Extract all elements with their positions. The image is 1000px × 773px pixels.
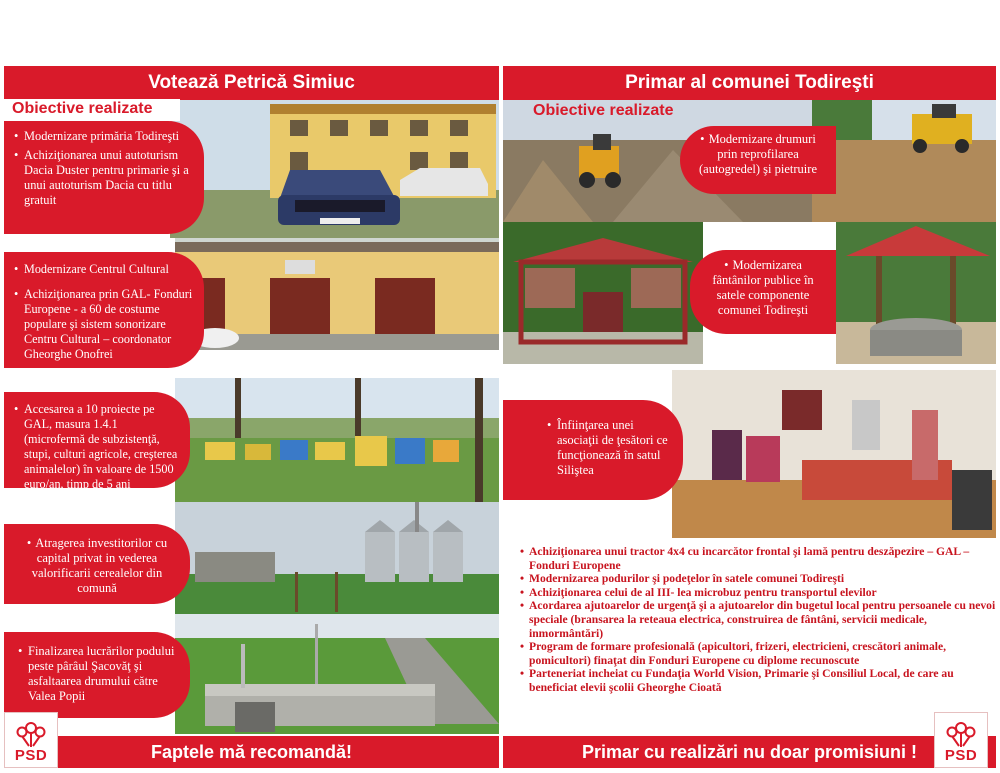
list-item: • Achiziţionarea celui de al III- lea microbuz pentru transportul elevilor: [520, 586, 998, 600]
left-title: Votează Petrică Simiuc: [148, 72, 355, 93]
list-item: • Program de formare profesională (apicultori, frizeri, electricieni, crescători animale, pomicultori) finaţat din Fonduri Europene cu diplome recunoscute: [520, 640, 998, 667]
left-slogan: Faptele mă recomandă!: [150, 741, 353, 762]
rose-logo-icon: [944, 720, 978, 748]
left-box-item: • Achiziţionarea prin GAL- Fonduri Europene - a 60 de costume populare şi sistem sonorizare Centru Cultural – coordonator Gheorghe Onofrei: [14, 287, 194, 362]
left-box-item: • Accesarea a 10 proiecte pe GAL, masura 1.4.1 (microfermă de subzistenţă, stupi, culturi agricole, creşterea animalelor) în valoare de 1500 euro/an, timp de 5 ani: [14, 402, 180, 492]
right-title: Primar al comunei Todireşti: [625, 72, 874, 93]
left-box-item: • Modernizare primăria Todireşti: [14, 129, 194, 144]
left-footer-banner: [4, 736, 499, 768]
left-box-bridge: [4, 632, 190, 718]
photo-wooden-gazebo: [503, 222, 703, 364]
left-box-town-hall: [4, 121, 204, 234]
psd-logo-left: [4, 712, 58, 768]
right-box-weavers: [503, 400, 683, 500]
photo-weaving-room: [672, 370, 996, 538]
photo-road-works-grader: [812, 100, 996, 222]
left-box-investors: [4, 524, 190, 604]
left-title-banner: [4, 66, 499, 100]
photo-town-hall: [170, 100, 499, 238]
left-box-item: • Achiziţionarea unui autoturism Dacia Duster pentru primarie şi a unui autoturism Dacia cu titlu gratuit: [14, 148, 194, 208]
right-box-fountains: [690, 250, 836, 334]
photo-grain-silos: [175, 502, 499, 614]
left-box-cultural-center: [4, 252, 204, 368]
left-subheading: Obiective realizate: [4, 99, 180, 121]
right-box-item: • Înfiinţarea unei asociaţii de ţesători ce funcţionează în satul Siliştea: [547, 418, 669, 478]
right-footer-banner: [503, 736, 996, 768]
right-box-item: • Modernizarea fântânilor publice în satele componente comunei Todireşti: [700, 258, 826, 318]
right-box-roads: [680, 126, 836, 194]
photo-cultural-center: [175, 238, 499, 350]
right-achievements-list: [520, 545, 998, 695]
left-box-item: • Modernizare Centrul Cultural: [14, 262, 194, 277]
list-item: • Acordarea ajutoarelor de urgenţă şi a ajutoarelor din bugetul local pentru persoanele cu nevoi speciale (bransarea la reteaua electrica, construirea de fântâni, servicii medicale, inmormântări): [520, 599, 998, 640]
left-box-item: • Atragerea investitorilor cu capital privat in vederea valorificarii cerealelor din comună: [18, 536, 176, 596]
right-title-banner: [503, 66, 996, 100]
right-subheading: Obiective realizate: [533, 102, 674, 119]
left-box-gal-projects: [4, 392, 190, 491]
list-item: • Achiziţionarea unui tractor 4x4 cu incarcător frontal şi lamă pentru deszăpezire – GAL – Fonduri Europene: [520, 545, 998, 572]
list-item: • Parteneriat incheiat cu Fundaţia World Vision, Primarie şi Consiliul Local, de care au beneficiat elevii şcolii Gheorghe Cioată: [520, 667, 998, 694]
psd-logo-right: [934, 712, 988, 768]
right-slogan: Primar cu realizări nu doar promisiuni !: [581, 741, 918, 762]
photo-bridge-road: [175, 614, 499, 734]
photo-beehives: [175, 378, 499, 502]
left-box-item: • Finalizarea lucrărilor podului peste pârâul Şacovăţ şi asfaltaarea drumului către Valea Popii: [18, 644, 176, 704]
psd-logo-text: PSD: [944, 747, 978, 764]
list-item: • Modernizarea podurilor şi podeţelor în satele comunei Todireşti: [520, 572, 998, 586]
right-box-item: • Modernizare drumuri prin reprofilarea (autogredel) şi pietruire: [692, 132, 824, 177]
photo-well-roof: [836, 222, 996, 364]
rose-logo-icon: [14, 720, 48, 748]
psd-logo-text: PSD: [14, 747, 48, 764]
